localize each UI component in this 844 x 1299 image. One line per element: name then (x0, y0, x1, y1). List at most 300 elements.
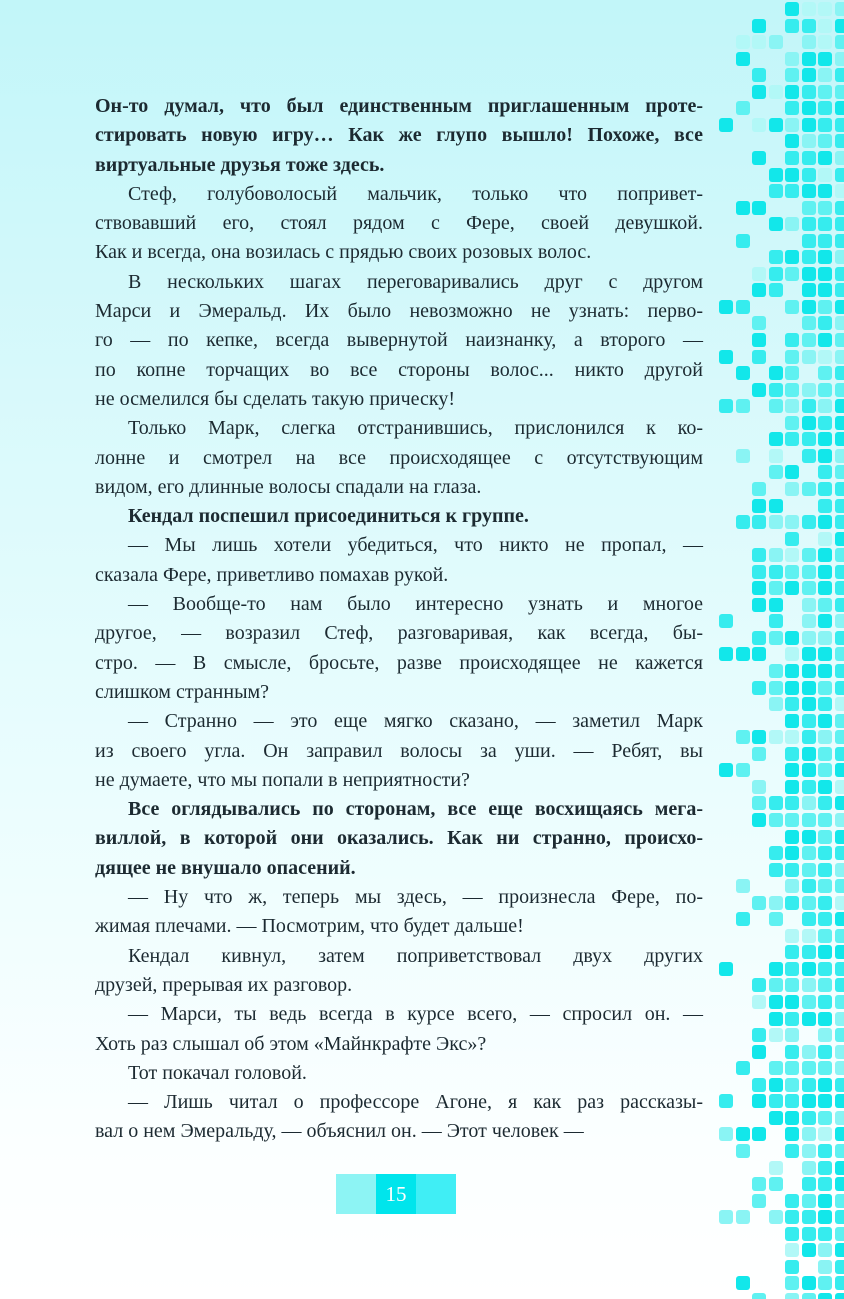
mosaic-pixel (818, 647, 832, 661)
mosaic-pixel (818, 1210, 832, 1224)
mosaic-pixel (785, 1078, 799, 1092)
mosaic-pixel (752, 1078, 766, 1092)
mosaic-pixel (818, 499, 832, 513)
mosaic-pixel (802, 432, 816, 446)
mosaic-pixel (835, 995, 844, 1009)
text-line: виртуальные друзья тоже здесь. (95, 153, 385, 176)
mosaic-pixel (769, 730, 783, 744)
mosaic-pixel (736, 300, 750, 314)
mosaic-pixel (802, 383, 816, 397)
mosaic-pixel (752, 1194, 766, 1208)
mosaic-pixel (802, 118, 816, 132)
paragraph (95, 268, 703, 414)
mosaic-pixel (769, 863, 783, 877)
mosaic-pixel (769, 432, 783, 446)
mosaic-pixel (818, 532, 832, 546)
mosaic-pixel (719, 1210, 733, 1224)
mosaic-pixel (802, 316, 816, 330)
mosaic-pixel (835, 85, 844, 99)
mosaic-pixel (802, 1061, 816, 1075)
mosaic-pixel (785, 896, 799, 910)
mosaic-pixel (785, 995, 799, 1009)
mosaic-pixel (736, 879, 750, 893)
mosaic-pixel (835, 1177, 844, 1191)
mosaic-pixel (818, 283, 832, 297)
mosaic-pixel (835, 1111, 844, 1125)
text-line: не осмелился бы сделать такую прическу! (95, 387, 456, 410)
mosaic-pixel (785, 813, 799, 827)
mosaic-pixel (802, 250, 816, 264)
mosaic-pixel (835, 416, 844, 430)
mosaic-pixel (835, 1094, 844, 1108)
mosaic-pixel (752, 35, 766, 49)
mosaic-pixel (802, 1227, 816, 1241)
mosaic-pixel (802, 995, 816, 1009)
mosaic-pixel (835, 548, 844, 562)
mosaic-pixel (818, 830, 832, 844)
text-line: слишком странным? (95, 680, 270, 703)
mosaic-pixel (818, 316, 832, 330)
mosaic-pixel (835, 796, 844, 810)
text-line: Марси и Эмеральд. Их было невозможно не узнать: перво- (95, 300, 703, 323)
mosaic-pixel (752, 482, 766, 496)
mosaic-pixel (835, 300, 844, 314)
mosaic-pixel (785, 863, 799, 877)
mosaic-pixel (736, 449, 750, 463)
mosaic-pixel (835, 1045, 844, 1059)
mosaic-pixel (818, 664, 832, 678)
mosaic-pixel (752, 283, 766, 297)
mosaic-pixel (835, 68, 844, 82)
mosaic-pixel (785, 962, 799, 976)
mosaic-pixel (769, 548, 783, 562)
mosaic-pixel (785, 1210, 799, 1224)
mosaic-pixel (752, 631, 766, 645)
mosaic-pixel (802, 1144, 816, 1158)
mosaic-pixel (835, 780, 844, 794)
mosaic-pixel (736, 399, 750, 413)
mosaic-pixel (752, 1177, 766, 1191)
mosaic-pixel (835, 598, 844, 612)
mosaic-pixel (835, 681, 844, 695)
mosaic-pixel (736, 515, 750, 529)
mosaic-pixel (818, 1243, 832, 1257)
mosaic-pixel (818, 1045, 832, 1059)
mosaic-pixel (769, 1012, 783, 1026)
mosaic-pixel (736, 35, 750, 49)
mosaic-pixel (818, 449, 832, 463)
text-line: ствовавший его, стоял рядом с Фере, своей девушкой. (95, 212, 703, 235)
page-number-badge (336, 1174, 456, 1214)
mosaic-pixel (818, 565, 832, 579)
mosaic-pixel (818, 763, 832, 777)
text-line: Как и всегда, она возилась с прядью своих розовых волос. (95, 241, 592, 264)
mosaic-pixel (802, 2, 816, 16)
mosaic-pixel (719, 647, 733, 661)
mosaic-pixel (802, 780, 816, 794)
mosaic-pixel (785, 1260, 799, 1274)
mosaic-pixel (818, 250, 832, 264)
mosaic-pixel (785, 300, 799, 314)
mosaic-pixel (802, 565, 816, 579)
mosaic-pixel (736, 1210, 750, 1224)
mosaic-pixel (818, 1111, 832, 1125)
mosaic-pixel (752, 796, 766, 810)
mosaic-pixel (818, 978, 832, 992)
mosaic-pixel (785, 1061, 799, 1075)
mosaic-pixel (769, 1177, 783, 1191)
mosaic-pixel (835, 581, 844, 595)
mosaic-pixel (835, 366, 844, 380)
mosaic-pixel (736, 1061, 750, 1075)
mosaic-pixel (752, 333, 766, 347)
paragraph (95, 590, 703, 707)
mosaic-pixel (818, 697, 832, 711)
mosaic-pixel (752, 565, 766, 579)
mosaic-pixel (835, 945, 844, 959)
mosaic-pixel (818, 780, 832, 794)
mosaic-pixel (752, 647, 766, 661)
mosaic-pixel (835, 283, 844, 297)
mosaic-pixel (818, 1276, 832, 1290)
mosaic-pixel (802, 134, 816, 148)
mosaic-pixel (769, 399, 783, 413)
mosaic-pixel (769, 515, 783, 529)
mosaic-pixel (818, 68, 832, 82)
mosaic-pixel (802, 515, 816, 529)
mosaic-pixel (835, 1161, 844, 1175)
mosaic-pixel (835, 118, 844, 132)
mosaic-pixel (785, 151, 799, 165)
text-line: В нескольких шагах переговаривались друг с другом (128, 270, 703, 293)
mosaic-pixel (818, 2, 832, 16)
mosaic-pixel (818, 747, 832, 761)
mosaic-pixel (835, 1012, 844, 1026)
text-line: Все оглядывались по сторонам, все еще восхищаясь мега- (128, 798, 703, 821)
mosaic-pixel (818, 681, 832, 695)
mosaic-pixel (802, 697, 816, 711)
mosaic-pixel (752, 151, 766, 165)
mosaic-pixel (719, 962, 733, 976)
mosaic-pixel (785, 366, 799, 380)
mosaic-pixel (802, 201, 816, 215)
mosaic-pixel (835, 714, 844, 728)
mosaic-pixel (818, 333, 832, 347)
mosaic-pixel (752, 499, 766, 513)
mosaic-pixel (835, 1293, 844, 1299)
mosaic-pixel (785, 1127, 799, 1141)
mosaic-pixel (835, 217, 844, 231)
mosaic-pixel (752, 598, 766, 612)
mosaic-pixel (835, 747, 844, 761)
paragraph (95, 1059, 703, 1088)
mosaic-pixel (785, 168, 799, 182)
mosaic-pixel (719, 614, 733, 628)
mosaic-pixel (802, 184, 816, 198)
mosaic-pixel (785, 134, 799, 148)
mosaic-pixel (835, 482, 844, 496)
mosaic-pixel (769, 35, 783, 49)
mosaic-pixel (802, 863, 816, 877)
mosaic-pixel (802, 714, 816, 728)
paragraph (95, 795, 703, 883)
mosaic-pixel (802, 151, 816, 165)
mosaic-pixel (818, 366, 832, 380)
paragraph (95, 942, 703, 1001)
mosaic-pixel (785, 432, 799, 446)
mosaic-pixel (769, 681, 783, 695)
mosaic-pixel (835, 978, 844, 992)
mosaic-pixel (802, 267, 816, 281)
page-text (95, 92, 703, 1147)
mosaic-pixel (802, 1045, 816, 1059)
mosaic-pixel (752, 68, 766, 82)
mosaic-pixel (785, 1194, 799, 1208)
mosaic-pixel (769, 1111, 783, 1125)
mosaic-pixel (818, 730, 832, 744)
mosaic-pixel (802, 929, 816, 943)
mosaic-pixel (752, 548, 766, 562)
mosaic-pixel (835, 168, 844, 182)
mosaic-pixel (785, 465, 799, 479)
mosaic-pixel (785, 1293, 799, 1299)
mosaic-pixel (785, 747, 799, 761)
mosaic-pixel (818, 234, 832, 248)
text-line: друзей, прерывая их разговор. (95, 973, 353, 996)
mosaic-pixel (835, 1194, 844, 1208)
mosaic-pixel (802, 350, 816, 364)
mosaic-pixel (785, 2, 799, 16)
mosaic-pixel (802, 1243, 816, 1257)
mosaic-pixel (769, 631, 783, 645)
mosaic-pixel (752, 1094, 766, 1108)
mosaic-pixel (785, 830, 799, 844)
mosaic-pixel (835, 1144, 844, 1158)
mosaic-pixel (785, 1227, 799, 1241)
mosaic-pixel (785, 664, 799, 678)
mosaic-pixel (752, 267, 766, 281)
mosaic-pixel (785, 68, 799, 82)
mosaic-pixel (802, 730, 816, 744)
mosaic-pixel (769, 184, 783, 198)
mosaic-pixel (752, 1028, 766, 1042)
mosaic-pixel (769, 995, 783, 1009)
mosaic-pixel (785, 52, 799, 66)
mosaic-pixel (752, 118, 766, 132)
mosaic-pixel (818, 962, 832, 976)
mosaic-pixel (769, 283, 783, 297)
mosaic-pixel (818, 1078, 832, 1092)
mosaic-pixel (835, 1210, 844, 1224)
mosaic-pixel (785, 515, 799, 529)
mosaic-pixel (802, 19, 816, 33)
mosaic-pixel (802, 681, 816, 695)
mosaic-pixel (818, 1061, 832, 1075)
mosaic-pixel (802, 664, 816, 678)
mosaic-pixel (736, 730, 750, 744)
mosaic-pixel (835, 383, 844, 397)
mosaic-pixel (802, 300, 816, 314)
mosaic-pixel (835, 631, 844, 645)
mosaic-pixel (835, 912, 844, 926)
mosaic-pixel (802, 217, 816, 231)
mosaic-pixel (769, 813, 783, 827)
mosaic-pixel (769, 465, 783, 479)
paragraph (95, 414, 703, 502)
mosaic-pixel (736, 101, 750, 115)
paragraph (95, 531, 703, 590)
mosaic-pixel (769, 598, 783, 612)
mosaic-pixel (736, 763, 750, 777)
mosaic-pixel (802, 1078, 816, 1092)
mosaic-pixel (719, 399, 733, 413)
mosaic-pixel (785, 978, 799, 992)
badge-square-right (416, 1174, 456, 1214)
mosaic-pixel (818, 35, 832, 49)
mosaic-pixel (719, 1127, 733, 1141)
mosaic-pixel (752, 681, 766, 695)
mosaic-pixel (835, 499, 844, 513)
mosaic-pixel (802, 283, 816, 297)
mosaic-pixel (719, 350, 733, 364)
mosaic-pixel (736, 1144, 750, 1158)
mosaic-pixel (769, 85, 783, 99)
mosaic-pixel (835, 184, 844, 198)
mosaic-pixel (736, 647, 750, 661)
mosaic-pixel (818, 896, 832, 910)
mosaic-pixel (769, 912, 783, 926)
mosaic-pixel (818, 879, 832, 893)
mosaic-pixel (769, 1028, 783, 1042)
mosaic-pixel (835, 201, 844, 215)
mosaic-pixel (835, 449, 844, 463)
mosaic-pixel (835, 515, 844, 529)
mosaic-pixel (802, 449, 816, 463)
text-line: стро. — В смысле, бросьте, разве происходящее не кажется (95, 651, 703, 674)
mosaic-pixel (802, 1194, 816, 1208)
mosaic-pixel (785, 548, 799, 562)
mosaic-pixel (818, 134, 832, 148)
mosaic-pixel (802, 614, 816, 628)
mosaic-pixel (752, 19, 766, 33)
mosaic-pixel (736, 366, 750, 380)
mosaic-pixel (818, 201, 832, 215)
mosaic-pixel (818, 52, 832, 66)
mosaic-pixel (818, 995, 832, 1009)
mosaic-pixel (835, 101, 844, 115)
mosaic-pixel (802, 879, 816, 893)
mosaic-pixel (835, 151, 844, 165)
mosaic-pixel (835, 813, 844, 827)
mosaic-pixel (835, 432, 844, 446)
mosaic-pixel (785, 846, 799, 860)
text-line: лонне и смотрел на все происходящее с отсутствующим (95, 446, 703, 469)
mosaic-pixel (802, 978, 816, 992)
mosaic-pixel (802, 416, 816, 430)
mosaic-pixel (835, 846, 844, 860)
mosaic-pixel (802, 101, 816, 115)
mosaic-pixel (785, 482, 799, 496)
mosaic-pixel (818, 1012, 832, 1026)
text-line: — Ну что ж, теперь мы здесь, — произнесла Фере, по- (128, 886, 703, 909)
mosaic-pixel (785, 796, 799, 810)
mosaic-pixel (835, 316, 844, 330)
mosaic-pixel (769, 1094, 783, 1108)
mosaic-pixel (835, 465, 844, 479)
paragraph (95, 883, 703, 942)
mosaic-pixel (835, 234, 844, 248)
mosaic-pixel (785, 101, 799, 115)
mosaic-pixel (835, 2, 844, 16)
mosaic-pixel (802, 1012, 816, 1026)
mosaic-pixel (818, 929, 832, 943)
mosaic-pixel (835, 929, 844, 943)
mosaic-pixel (785, 681, 799, 695)
mosaic-pixel (736, 1276, 750, 1290)
mosaic-pixel (785, 780, 799, 794)
text-line: — Странно — это еще мягко сказано, — заметил Марк (128, 710, 703, 733)
paragraph (95, 707, 703, 795)
mosaic-pixel (769, 118, 783, 132)
mosaic-pixel (802, 1293, 816, 1299)
mosaic-pixel (835, 250, 844, 264)
mosaic-pixel (719, 118, 733, 132)
mosaic-pixel (818, 1144, 832, 1158)
mosaic-pixel (835, 730, 844, 744)
mosaic-pixel (802, 168, 816, 182)
mosaic-pixel (835, 1127, 844, 1141)
mosaic-pixel (835, 647, 844, 661)
mosaic-pixel (769, 896, 783, 910)
mosaic-pixel (785, 1111, 799, 1125)
mosaic-pixel (785, 1045, 799, 1059)
mosaic-pixel (785, 1276, 799, 1290)
mosaic-pixel (785, 1243, 799, 1257)
mosaic-pixel (818, 350, 832, 364)
mosaic-pixel (835, 1061, 844, 1075)
mosaic-pixel (818, 1177, 832, 1191)
mosaic-pixel (818, 383, 832, 397)
mosaic-pixel (752, 978, 766, 992)
mosaic-pixel (818, 796, 832, 810)
mosaic-pixel (785, 399, 799, 413)
mosaic-pixel (818, 118, 832, 132)
mosaic-pixel (835, 350, 844, 364)
mosaic-pixel (802, 598, 816, 612)
paragraph (95, 180, 703, 268)
mosaic-pixel (769, 1210, 783, 1224)
mosaic-pixel (802, 399, 816, 413)
mosaic-pixel (769, 1078, 783, 1092)
mosaic-pixel (802, 35, 816, 49)
text-line: Он-то думал, что был единственным приглашенным проте- (95, 95, 703, 117)
mosaic-pixel (785, 416, 799, 430)
mosaic-pixel (785, 929, 799, 943)
mosaic-pixel (769, 565, 783, 579)
mosaic-pixel (785, 763, 799, 777)
mosaic-pixel (769, 267, 783, 281)
mosaic-pixel (835, 763, 844, 777)
text-line: Только Марк, слегка отстранившись, прислонился к ко- (128, 417, 703, 440)
badge-square-middle (376, 1174, 416, 1214)
text-line: Стеф, голубоволосый мальчик, только что попривет- (128, 182, 703, 205)
mosaic-pixel (752, 780, 766, 794)
mosaic-pixel (785, 1028, 799, 1042)
mosaic-pixel (818, 85, 832, 99)
text-line: Кендал кивнул, затем поприветствовал двух других (128, 944, 703, 967)
mosaic-pixel (818, 863, 832, 877)
text-line: Хоть раз слышал об этом «Майнкрафте Экс»? (95, 1032, 487, 1055)
